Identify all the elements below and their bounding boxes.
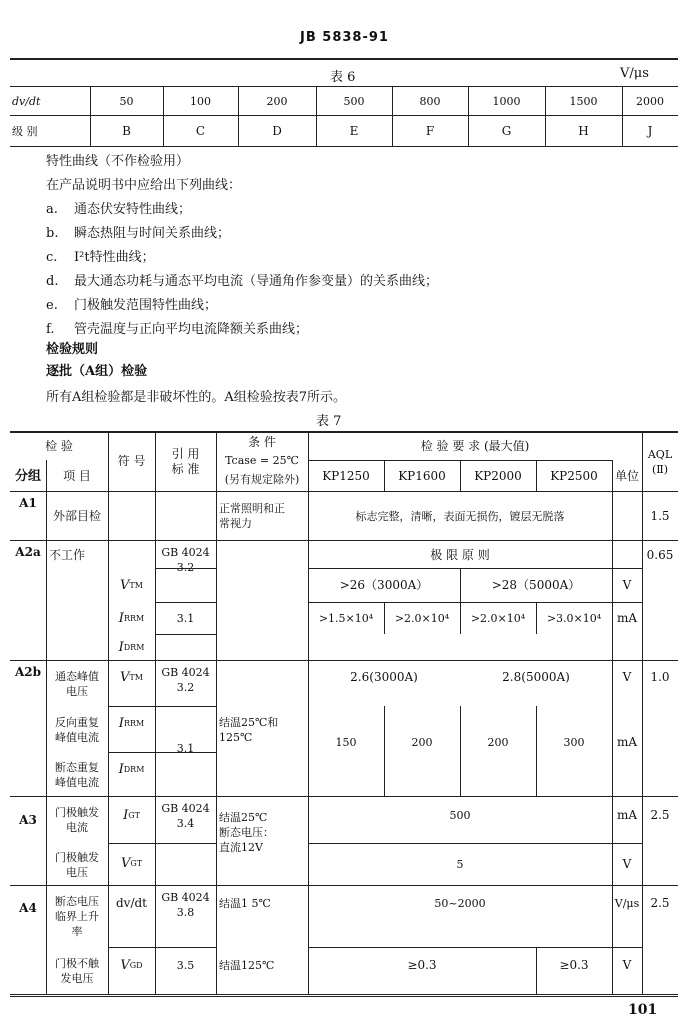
a2b-reference-2: 3.1 (176, 741, 195, 755)
symbol-main: I (118, 610, 124, 626)
a1-item: 外部目检 (52, 508, 101, 523)
a2a-vtm-unit: V (622, 577, 632, 592)
curve-item: 最大通态功耗与通态平均电流（导通角作参变量）的关系曲线； (74, 274, 439, 289)
a2a-current-value: >3.0×10⁴ (546, 611, 602, 625)
header-model: KP1600 (398, 468, 446, 483)
a2b-reference-1: GB 4024 3.2 (161, 666, 210, 694)
a2b-symbol-irrm (108, 708, 155, 738)
symbol-subscript: RRM (123, 718, 145, 728)
group-a4: A4 (19, 900, 37, 915)
a2b-vtm-unit: V (622, 669, 632, 684)
a3-igt-unit: mA (616, 807, 638, 822)
a2b-vtm-value-2: 2.8(5000A) (502, 669, 570, 684)
symbol-main: V (120, 957, 130, 973)
a3-igt-value: 500 (449, 808, 471, 822)
group-a1: A1 (19, 495, 37, 510)
table6-title: 表 6 (330, 70, 356, 85)
a4-vgd-value-1: ≥0.3 (407, 957, 437, 972)
rules-text: 所有A组检验都是非破坏性的。A组检验按表7所示。 (46, 390, 347, 405)
table6-value: 800 (419, 94, 441, 108)
symbol-main: I (118, 639, 124, 655)
a2b-current-value: 200 (411, 735, 433, 749)
a2a-reference-2: 3.1 (176, 611, 195, 625)
table6-value: 500 (343, 94, 365, 108)
header-aql: AQL (Ⅱ) (647, 447, 673, 476)
table6-value: 100 (190, 94, 211, 108)
curve-item: 门极触发范围特性曲线； (74, 298, 218, 313)
a2b-condition: 结温25℃和 125℃ (219, 716, 279, 744)
header-unit: 单位 (614, 468, 639, 483)
symbol-subscript: TM (129, 672, 143, 682)
a2a-current-unit: mA (616, 610, 638, 625)
header-condition-temp: Tcase = 25℃ (225, 453, 299, 467)
a4-reference-2: 3.5 (176, 958, 195, 972)
curve-item: 管壳温度与正向平均电流降额关系曲线； (74, 322, 309, 337)
symbol-subscript: DRM (123, 764, 145, 774)
table6-grade: D (272, 124, 282, 138)
symbol-main: V (120, 855, 131, 871)
table6-grade: G (501, 124, 512, 138)
table6-value: 1000 (492, 94, 521, 108)
curve-item: I²t特性曲线； (74, 250, 155, 265)
page-number: 101 (628, 1002, 658, 1018)
footer-rule (10, 996, 678, 997)
table6-grade: J (647, 124, 653, 138)
a4-symbol-vgd (108, 950, 155, 980)
header-requirement: 检 验 要 求 (最大值) (420, 438, 530, 453)
curve-item: 通态伏安特性曲线； (74, 202, 192, 217)
symbol-subscript: RRM (123, 613, 145, 623)
a1-condition: 正常照明和正 常视力 (219, 502, 285, 530)
symbol-subscript: DRM (123, 642, 145, 652)
table6-grade: H (578, 124, 589, 138)
a2a-current-value: >2.0×10⁴ (470, 611, 526, 625)
a4-item-1: 断态电压 临界上升 率 (55, 894, 99, 938)
header-group: 分组 (14, 468, 41, 484)
a2b-item-1: 通态峰值 电压 (55, 670, 99, 698)
a4-reference-1: GB 4024 3.8 (161, 891, 210, 919)
a3-item-2: 门极触发 电压 (55, 851, 99, 879)
a4-vgd-unit: V (622, 957, 632, 972)
symbol-main: I (123, 807, 129, 823)
table6-unit: V/μs (620, 66, 649, 81)
header-condition: 条 件 (248, 434, 276, 449)
table6-grade: E (349, 124, 359, 138)
header-condition-note: (另有规定除外) (224, 472, 300, 486)
a4-dvdt-value: 50~2000 (434, 896, 486, 910)
symbol-main: V (120, 669, 130, 685)
a2a-item: 不工作 (49, 547, 86, 562)
header-model: KP2000 (474, 468, 522, 483)
a1-aql: 1.5 (650, 508, 670, 523)
curve-item-marker: c. (46, 250, 58, 265)
standard-number: JB 5838-91 (300, 30, 389, 45)
a4-vgd-value-2: ≥0.3 (559, 957, 589, 972)
curve-item-marker: a. (46, 202, 58, 217)
a4-condition-2: 结温125℃ (219, 958, 275, 972)
symbol-subscript: TM (129, 580, 143, 590)
group-a2a: A2a (15, 544, 41, 559)
a3-reference: GB 4024 3.4 (161, 802, 210, 830)
a2a-requirement-header: 极 限 原 则 (430, 547, 490, 562)
table6-value: 200 (266, 94, 288, 108)
header-test: 检 验 (45, 438, 73, 453)
a4-symbol-dvdt: dv/dt (115, 895, 147, 910)
curve-item: 瞬态热阻与时间关系曲线； (74, 226, 231, 241)
group-a2b: A2b (14, 664, 42, 679)
a1-requirement: 标志完整，清晰，表面无损伤，镀层无脱落 (355, 509, 565, 523)
header-symbol: 符 号 (117, 454, 146, 468)
symbol-subscript: GT (128, 810, 140, 820)
a2a-current-value: >1.5×10⁴ (318, 611, 374, 625)
a2b-current-unit: mA (616, 734, 638, 749)
rules-subheading: 逐批（A组）检验 (46, 364, 148, 379)
a2a-current-value: >2.0×10⁴ (394, 611, 450, 625)
curve-item-marker: e. (46, 298, 58, 313)
table6-value: 50 (119, 94, 134, 108)
table7-title: 表 7 (316, 414, 342, 429)
table6-row1-label: dv/dt (12, 94, 41, 108)
a2a-symbol-idrm (108, 634, 155, 660)
a3-symbol-igt (108, 800, 155, 830)
symbol-main: I (118, 715, 124, 731)
curves-heading: 特性曲线（不作检验用） (46, 154, 190, 169)
symbol-main: V (120, 577, 130, 593)
a3-item-1: 门极触发 电流 (55, 806, 99, 834)
a2a-vtm-value-2: >28（5000A） (491, 577, 581, 592)
table6-row2-label: 级 别 (12, 125, 38, 138)
symbol-subscript: GT (130, 858, 143, 868)
header-model: KP2500 (550, 468, 598, 483)
header-item: 项 目 (63, 468, 91, 483)
a4-aql: 2.5 (650, 895, 670, 910)
table6-grade: B (122, 124, 131, 138)
a2b-aql: 1.0 (650, 669, 670, 684)
a2b-item-2: 反向重复 峰值电流 (55, 716, 99, 744)
a2b-current-value: 300 (563, 735, 585, 749)
a2b-symbol-idrm (108, 754, 155, 784)
rules-heading: 检验规则 (46, 342, 99, 357)
a3-vgt-value: 5 (456, 857, 464, 871)
curve-item-marker: b. (46, 226, 59, 241)
header-reference: 引 用 标 准 (171, 446, 200, 476)
table6-grade: C (195, 124, 206, 138)
a4-item-2: 门极不触 发电压 (55, 957, 99, 985)
a2a-aql: 0.65 (646, 547, 674, 562)
a2b-item-3: 断态重复 峰值电流 (55, 761, 99, 789)
a3-aql: 2.5 (650, 807, 670, 822)
a3-symbol-vgt (108, 848, 155, 878)
a4-condition-1: 结温1 5℃ (219, 896, 271, 910)
header-model: KP1250 (322, 468, 370, 483)
a3-vgt-unit: V (622, 856, 632, 871)
group-a3: A3 (19, 812, 37, 827)
a2a-symbol-irrm (108, 602, 155, 634)
a2b-current-value: 150 (335, 735, 357, 749)
table6-value: 1500 (569, 94, 598, 108)
header-rule (10, 58, 678, 60)
a2a-vtm-value-1: >26（3000A） (339, 577, 429, 592)
curve-item-marker: f. (46, 322, 55, 337)
table6-value: 2000 (636, 94, 664, 108)
symbol-main: I (118, 761, 124, 777)
curve-item-marker: d. (46, 274, 59, 289)
a4-dvdt-unit: V/μs (614, 896, 640, 910)
table6-grade: F (425, 124, 435, 138)
curves-intro: 在产品说明书中应给出下列曲线： (46, 178, 242, 193)
a2b-vtm-value-1: 2.6(3000A) (350, 669, 418, 684)
a2a-symbol-vtm (108, 568, 155, 602)
a2a-reference: GB 4024 3.2 (161, 546, 210, 574)
a2b-current-value: 200 (487, 735, 509, 749)
a3-condition: 结温25℃ 断态电压： 直流12V (219, 810, 274, 854)
symbol-subscript: GD (129, 960, 143, 970)
a2b-symbol-vtm (108, 662, 155, 692)
